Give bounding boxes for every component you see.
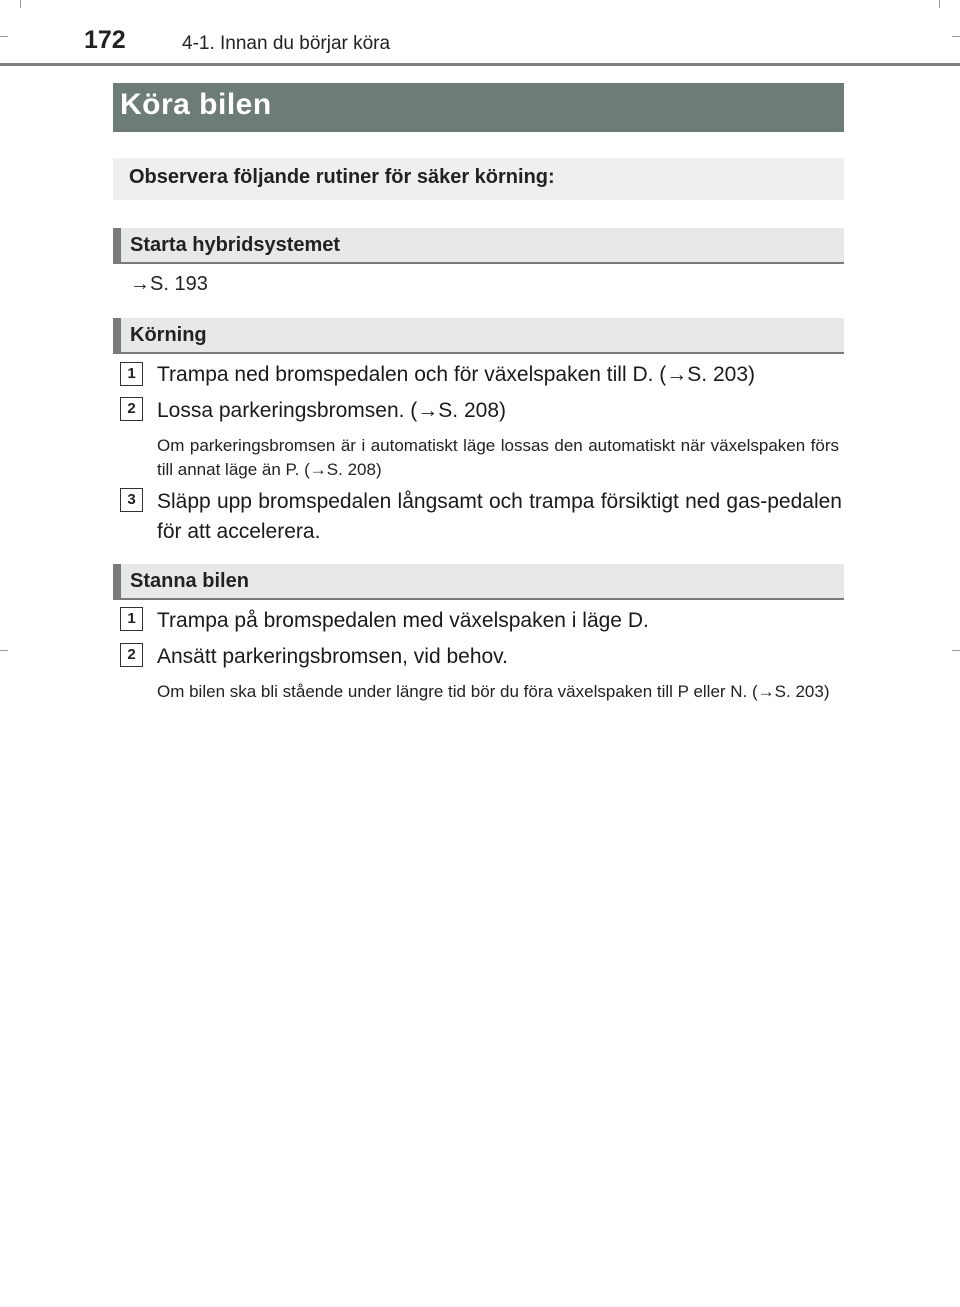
- section-accent: [113, 564, 121, 598]
- step-text: Släpp upp bromspedalen långsamt och trampa försiktigt ned gas-pedalen för att accelerera.: [157, 490, 842, 543]
- crop-mark: [0, 650, 8, 651]
- chapter-title: 4-1. Innan du börjar köra: [182, 33, 391, 54]
- section-accent: [113, 318, 121, 352]
- step-number-badge: 1: [120, 362, 143, 386]
- page-title: Köra bilen: [120, 88, 272, 121]
- step-number-badge: 3: [120, 488, 143, 512]
- section-title: Stanna bilen: [130, 570, 249, 592]
- step-text: Ansätt parkeringsbromsen, vid behov.: [157, 645, 508, 668]
- step-note: Om bilen ska bli stående under längre tid bör du föra växelspaken till P eller N. (→S. 203): [157, 682, 830, 701]
- step-number-badge: 2: [120, 397, 143, 421]
- section-accent: [113, 228, 121, 262]
- crop-mark: [952, 650, 960, 651]
- step-number-badge: 2: [120, 643, 143, 667]
- step-note: Om parkeringsbromsen är i automatiskt läge lossas den automatiskt när växelspaken förs till annat läge än P. (→S. 208): [157, 436, 839, 479]
- section-title: Starta hybridsystemet: [130, 234, 341, 256]
- page-header: [0, 0, 960, 66]
- section-heading-stopping: [113, 564, 844, 600]
- intro-box: [113, 158, 844, 200]
- page-title-bar: [113, 83, 844, 132]
- section-title: Körning: [130, 324, 207, 346]
- header-rule: [0, 63, 960, 66]
- step-number-badge: 1: [120, 607, 143, 631]
- step-text: Trampa ned bromspedalen och för växelspaken till D. (→S. 203): [157, 363, 756, 386]
- page-number: 172: [84, 26, 126, 54]
- intro-text: Observera följande rutiner för säker körning:: [129, 166, 555, 188]
- page-reference: →S. 193: [130, 273, 208, 295]
- step-text: Lossa parkeringsbromsen. (→S. 208): [157, 399, 506, 422]
- section-heading-driving: [113, 318, 844, 354]
- section-heading-start: [113, 228, 844, 264]
- step-text: Trampa på bromspedalen med växelspaken i läge D.: [157, 609, 649, 632]
